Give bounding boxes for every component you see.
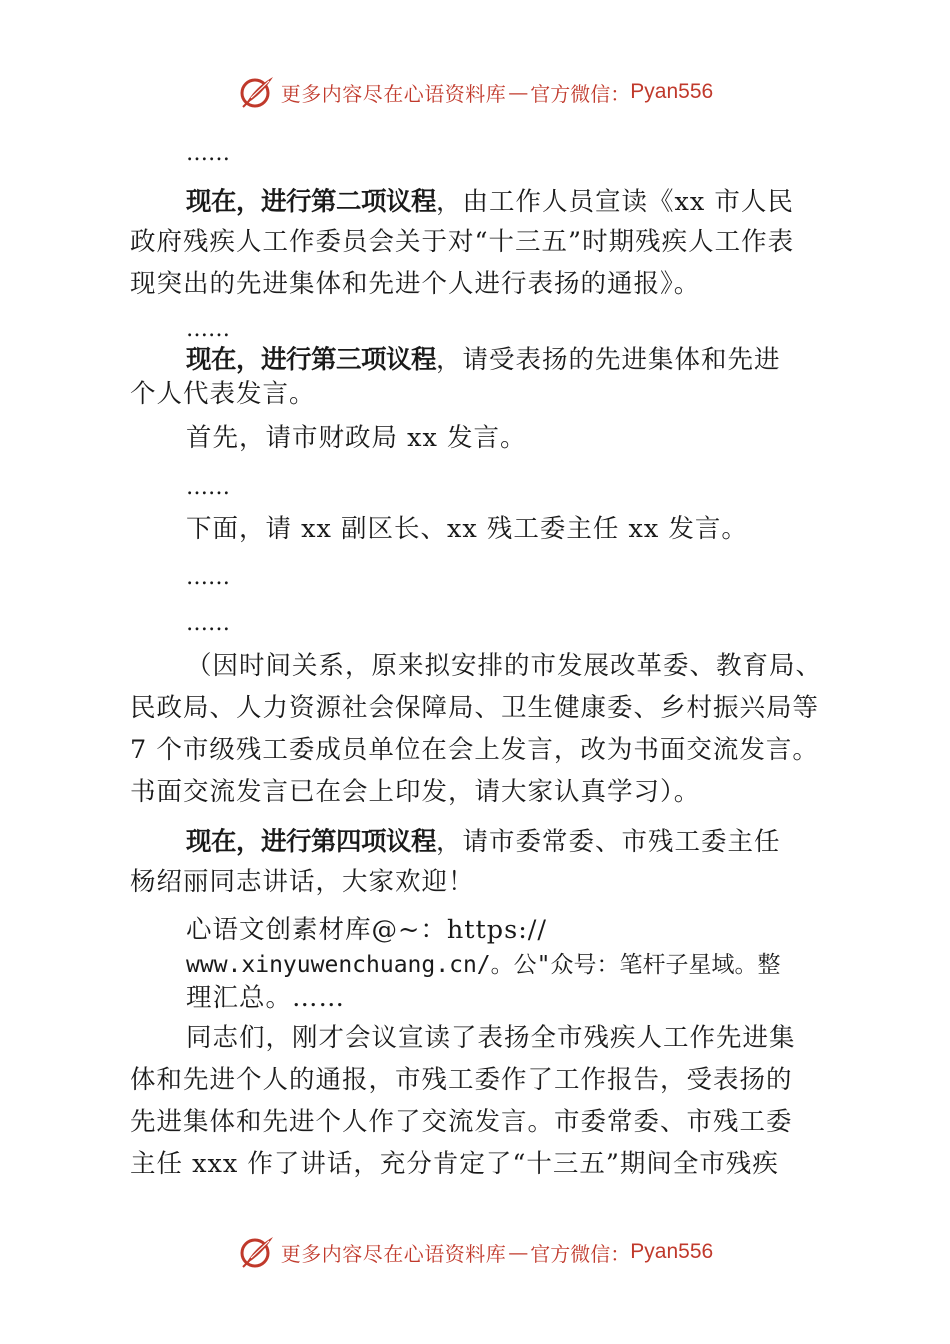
footer-separator: — [508, 1240, 529, 1264]
feather-circle-logo-icon [237, 1232, 277, 1272]
header-separator: — [508, 80, 529, 104]
text-line: 书面交流发言已在会上印发，请大家认真学习）。 [130, 777, 701, 807]
text-line: 理汇总。…… [186, 983, 346, 1013]
agenda-2-heading: 现在，进行第二项议程 [186, 187, 437, 217]
text-line: 杨绍丽同志讲话，大家欢迎！ [130, 867, 475, 897]
header-text: 更多内容尽在心语资料库 [280, 81, 507, 106]
header-banner [0, 72, 950, 112]
paragraph-agenda-4 [186, 822, 886, 862]
agenda-4-heading: 现在，进行第四项议程 [186, 827, 437, 857]
text-line: 主任 xxx 作了讲话，充分肯定了“十三五”期间全市残疾 [130, 1149, 779, 1179]
paragraph-agenda-2 [186, 182, 886, 222]
ellipsis-line: …… [186, 611, 230, 636]
agenda-4-text: ，请市委常委、市残工委主任 [436, 827, 781, 857]
source-url-line: www.xinyuwenchuang.cn/。公"众号：笔杆子星域。整 [186, 952, 781, 978]
ellipsis-line: …… [186, 565, 230, 590]
text-line: （因时间关系，原来拟安排的市发展改革委、教育局、 [186, 651, 823, 681]
text-line: 7 个市级残工委成员单位在会上发言，改为书面交流发言。 [130, 735, 819, 765]
ellipsis-line: …… [186, 141, 230, 166]
text-line: 下面，请 xx 副区长、xx 残工委主任 xx 发言。 [186, 514, 748, 544]
agenda-3-text: ，请受表扬的先进集体和先进 [436, 345, 781, 375]
text-line: 个人代表发言。 [130, 379, 316, 409]
header-wechat-id: Pyan556 [630, 80, 714, 103]
footer-banner [0, 1232, 950, 1272]
footer-wechat-id: Pyan556 [630, 1240, 714, 1263]
ellipsis-line: …… [186, 317, 230, 342]
text-line: 民政局、人力资源社会保障局、卫生健康委、乡村振兴局等 [130, 693, 820, 723]
feather-circle-logo-icon [237, 72, 277, 112]
agenda-2-text: ，由工作人员宣读《xx 市人民 [436, 187, 794, 217]
text-line: 同志们，刚才会议宣读了表扬全市残疾人工作先进集 [186, 1023, 796, 1053]
text-line: 政府残疾人工作委员会关于对“十三五”时期残疾人工作表 [130, 227, 795, 257]
agenda-3-heading: 现在，进行第三项议程 [186, 345, 437, 375]
ellipsis-line: …… [186, 475, 230, 500]
footer-wechat-label: 官方微信： [530, 1241, 631, 1266]
header-wechat-label: 官方微信： [530, 81, 631, 106]
source-label: 心语文创素材库@~：https:// [186, 915, 547, 945]
text-line: 先进集体和先进个人作了交流发言。市委常委、市残工委 [130, 1107, 793, 1137]
text-line: 首先，请市财政局 xx 发言。 [186, 423, 527, 453]
footer-text: 更多内容尽在心语资料库 [280, 1241, 507, 1266]
text-line: 现突出的先进集体和先进个人进行表扬的通报》。 [130, 269, 701, 299]
text-line: 体和先进个人的通报，市残工委作了工作报告，受表扬的 [130, 1065, 793, 1095]
